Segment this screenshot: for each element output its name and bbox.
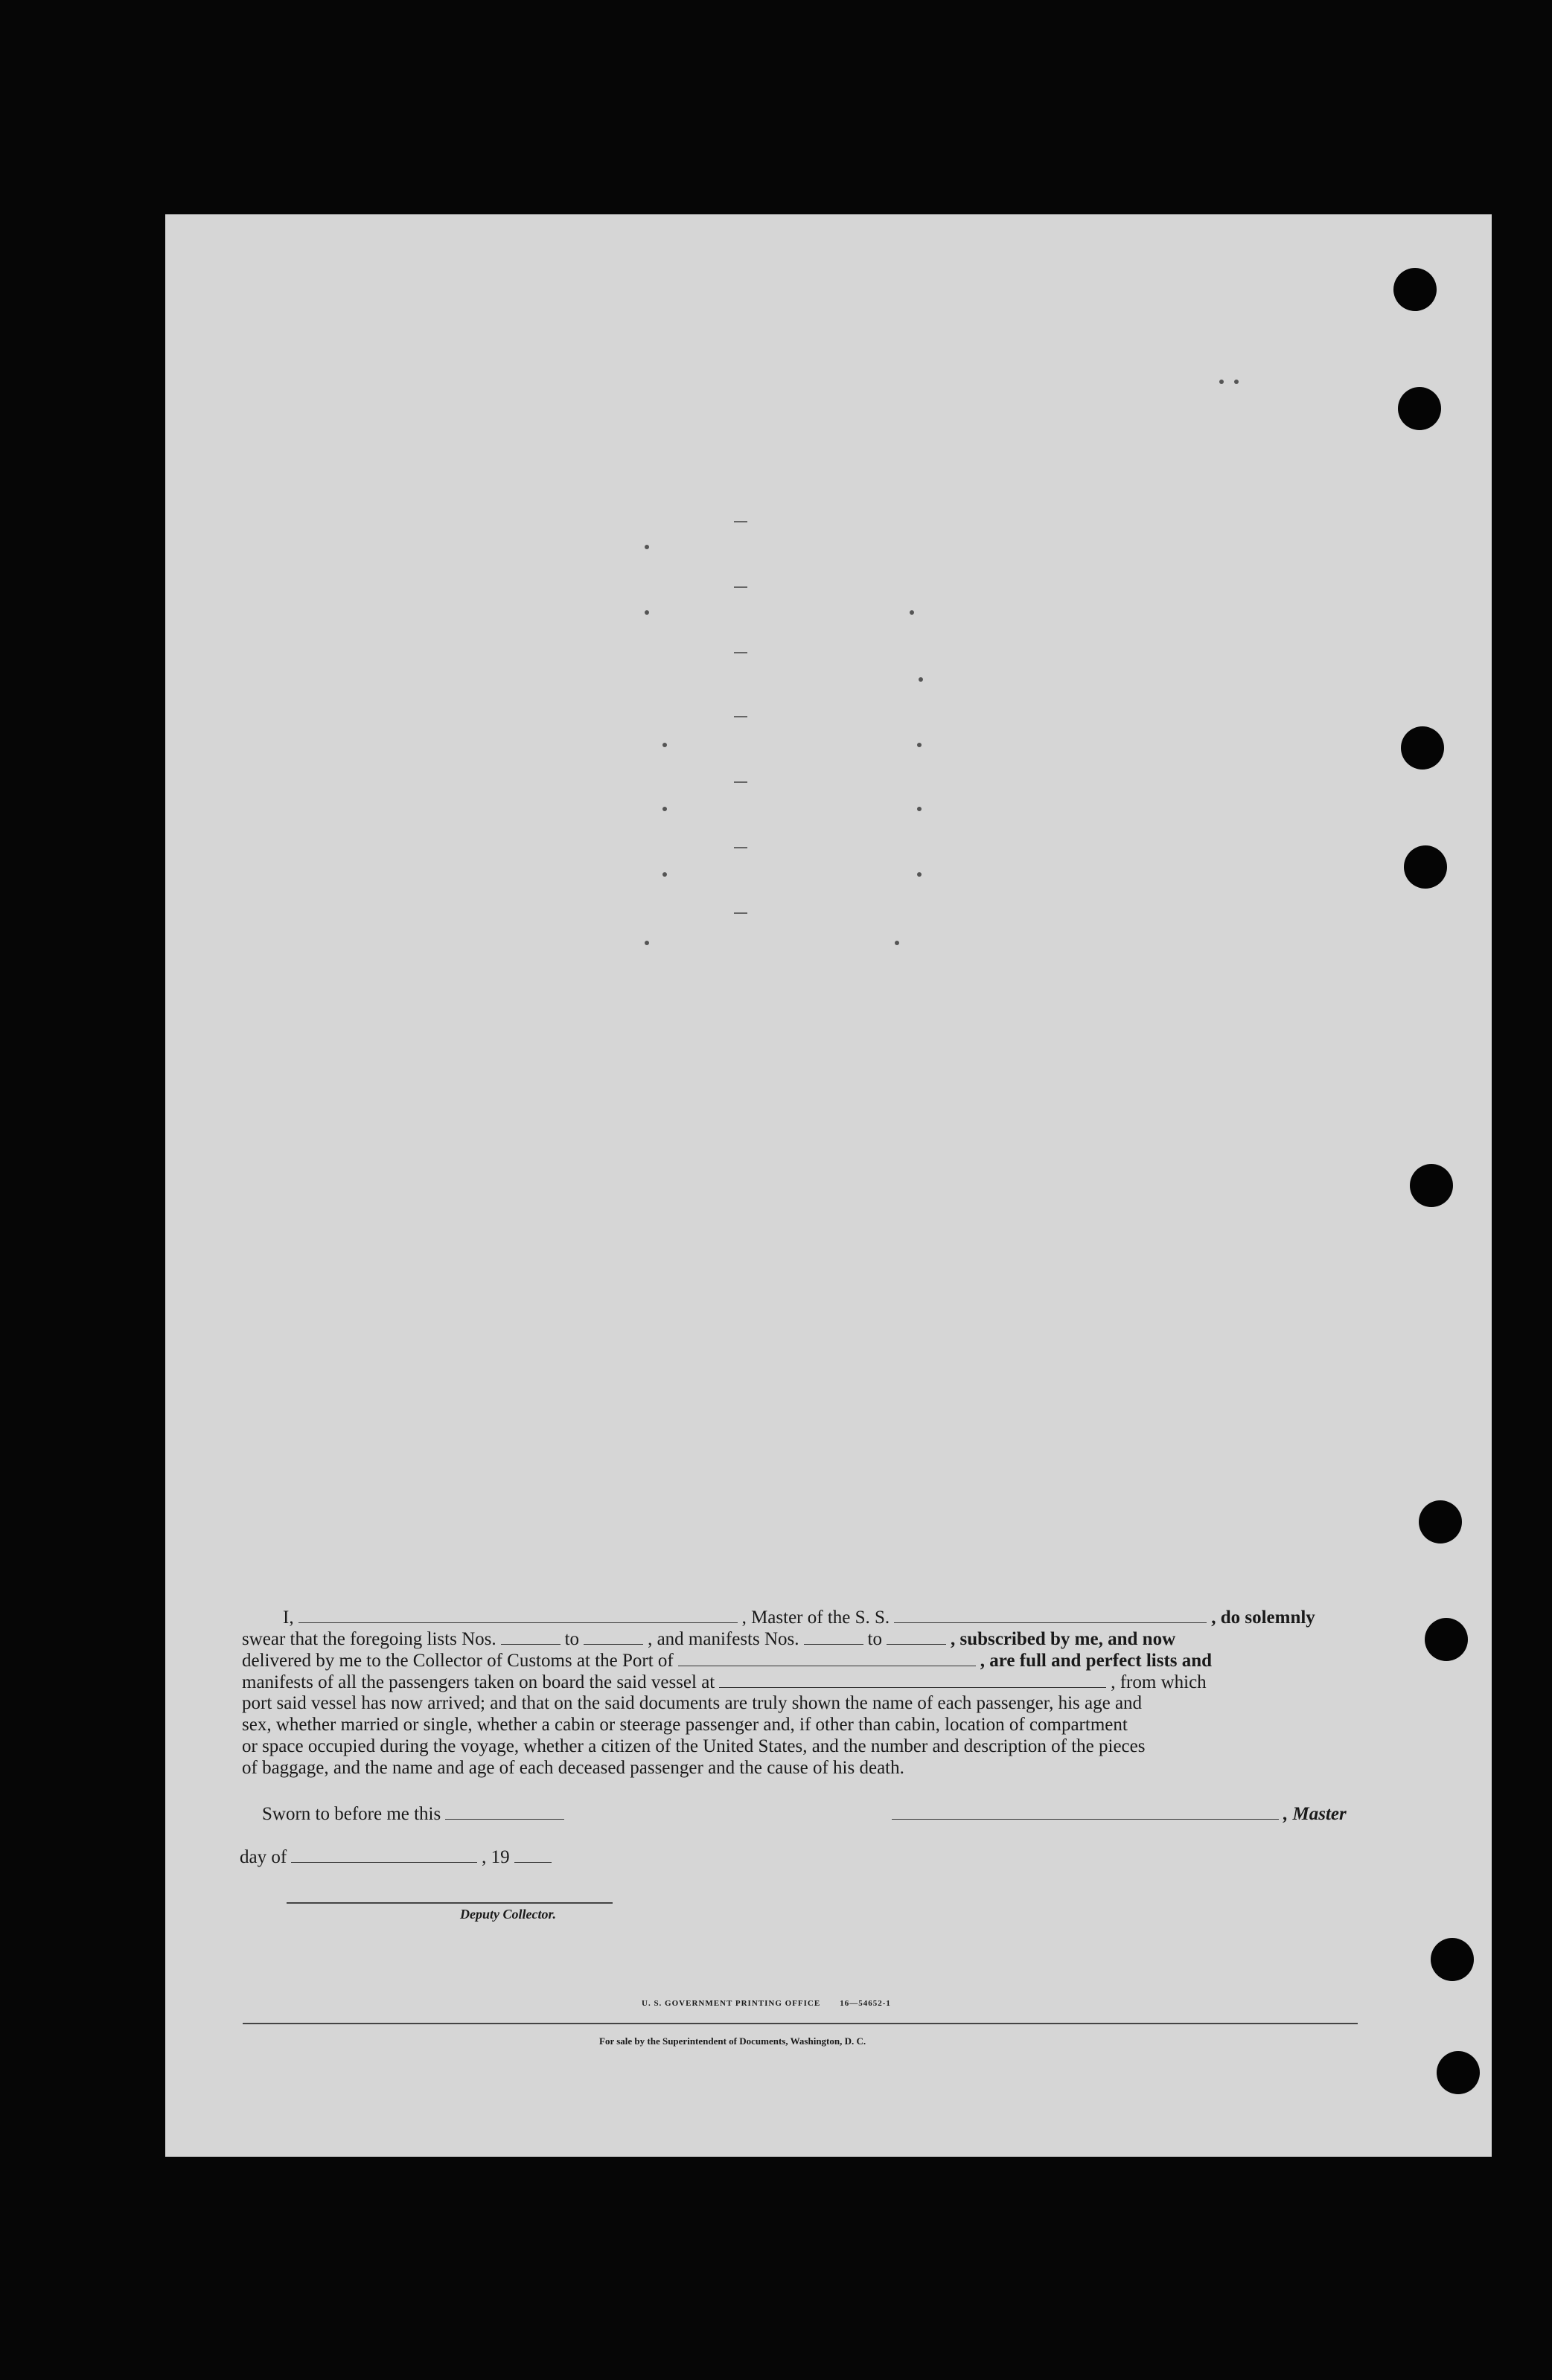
faint-mark [662,872,667,877]
oath-line-2 [242,1628,1358,1649]
binder-hole [1410,1164,1453,1207]
oath-text: delivered by me to the Collector of Customs at the Port of [242,1651,674,1671]
date-row [240,1846,556,1868]
oath-line-5: port said vessel has now arrived; and that on the said documents are truly shown the name of each passenger, his age and [242,1693,1143,1713]
binder-hole [1404,845,1447,889]
faint-mark [645,941,649,945]
oath-line-7: or space occupied during the voyage, whether a citizen of the United States, and the number and description of the pieces [242,1736,1146,1756]
faint-mark [662,807,667,811]
oath-text: , are full and perfect lists and [980,1651,1213,1671]
year-field[interactable] [514,1846,552,1863]
oath-line-3 [242,1649,1358,1671]
port-field[interactable] [678,1649,976,1666]
form-number: 16—54652-1 [840,1999,891,2008]
faint-mark [645,545,649,549]
sworn-before-row [262,1802,569,1825]
year-label: , 19 [482,1847,510,1867]
faint-mark [734,781,747,783]
ship-name-field[interactable] [894,1606,1207,1623]
deputy-signature-line[interactable] [287,1902,613,1904]
oath-text: , Master of the S. S. [741,1608,890,1628]
master-label: , Master [1283,1804,1347,1824]
binder-hole [1437,2051,1480,2094]
oath-text: to [564,1629,580,1649]
binder-hole [1398,387,1441,430]
oath-text: swear that the foregoing lists Nos. [242,1629,496,1649]
oath-paragraph [242,1606,1358,1779]
binder-hole [1425,1618,1468,1661]
binder-hole [1401,726,1444,770]
faint-mark [645,610,649,615]
faint-mark [734,521,747,522]
month-field[interactable] [291,1846,477,1863]
faint-mark [734,652,747,653]
day-of-label: day of [240,1847,287,1867]
oath-text: , from which [1111,1672,1207,1692]
faint-mark [917,743,922,747]
master-signature-row [887,1802,1347,1825]
oath-line-6: sex, whether married or single, whether a cabin or steerage passenger and, if other than cabin, location of compartment [242,1715,1128,1735]
faint-mark [734,716,747,717]
oath-text: , and manifests Nos. [648,1629,799,1649]
oath-line-8: of baggage, and the name and age of each deceased passenger and the cause of his death. [242,1758,904,1778]
footer-rule [243,2023,1358,2024]
master-signature-field[interactable] [892,1802,1279,1820]
faint-mark [734,912,747,914]
binder-hole [1419,1500,1462,1544]
faint-mark [1234,380,1239,384]
lists-from-field[interactable] [501,1628,561,1645]
sworn-day-field[interactable] [445,1802,564,1820]
faint-mark [910,610,914,615]
binder-hole [1393,268,1437,311]
oath-text: I, [283,1608,294,1628]
faint-mark [917,807,922,811]
oath-text: to [867,1629,882,1649]
master-name-field[interactable] [298,1606,738,1623]
port-of-embarkation-field[interactable] [719,1671,1106,1688]
faint-mark [1219,380,1224,384]
binder-hole [1431,1938,1474,1981]
faint-mark [917,872,922,877]
manifests-from-field[interactable] [804,1628,863,1645]
manifests-to-field[interactable] [887,1628,946,1645]
faint-mark [919,677,923,682]
oath-line-1 [242,1606,1358,1628]
faint-mark [734,847,747,848]
printing-office-line [642,1999,891,2008]
lists-to-field[interactable] [584,1628,643,1645]
faint-mark [662,743,667,747]
faint-mark [895,941,899,945]
faint-mark [734,586,747,588]
oath-text: , do solemnly [1211,1608,1315,1628]
deputy-collector-label: Deputy Collector. [460,1907,556,1922]
printing-office: U. S. GOVERNMENT PRINTING OFFICE [642,1999,821,2008]
oath-text: manifests of all the passengers taken on board the said vessel at [242,1672,715,1692]
sworn-label: Sworn to before me this [262,1804,441,1824]
for-sale-note: For sale by the Superintendent of Documents, Washington, D. C. [599,2035,866,2047]
oath-text: , subscribed by me, and now [950,1629,1176,1649]
oath-line-4 [242,1671,1358,1692]
